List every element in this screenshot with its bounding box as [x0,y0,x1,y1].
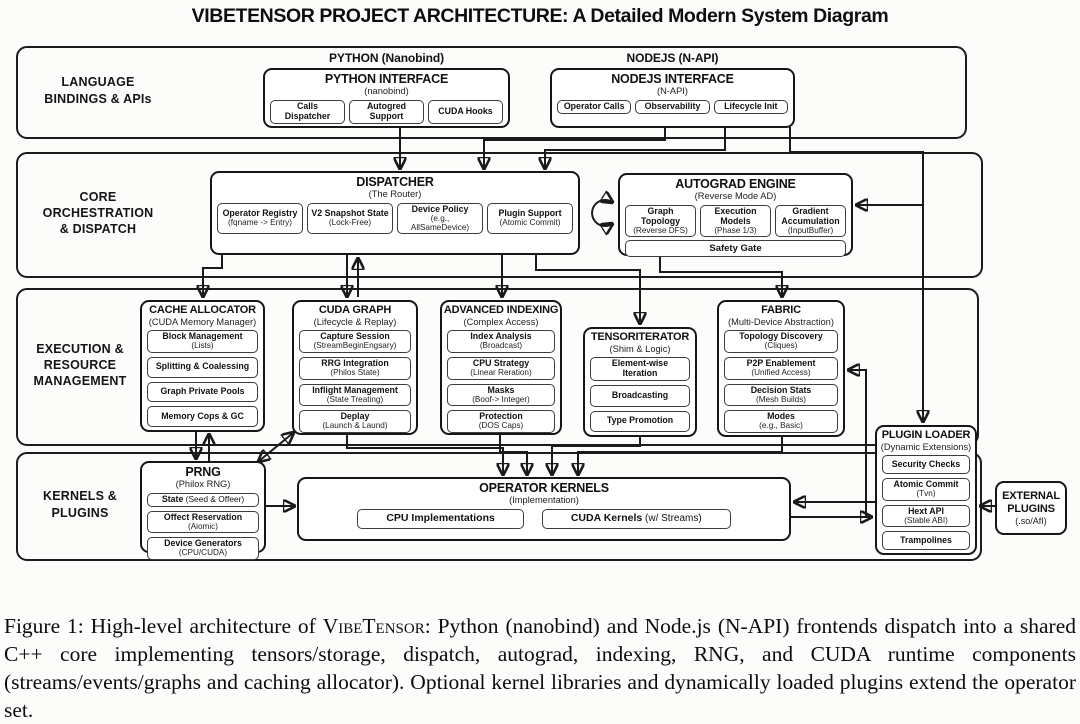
label-line: PLUGINS [20,505,140,521]
label-line: BINDINGS & APIs [28,91,168,107]
page-title: VIBETENSOR PROJECT ARCHITECTURE: A Detailed Modern System Diagram [0,5,1080,28]
chip-v2-snapshot-state: V2 Snapshot State (Lock-Free) [307,203,393,235]
chip-memory-cops-gc: Memory Cops & GC [147,406,258,427]
plugin-loader-chips [882,455,970,550]
nodejs-interface-chips [557,100,788,114]
chip-modes: Modes (e.g., Basic) [724,410,838,433]
prng-subtitle: (Philox RNG) [176,480,231,490]
cuda-graph-title: CUDA GRAPH [319,305,391,317]
chip-security-checks: Security Checks [882,455,970,474]
chip-autogred-support: Autogred Support [349,100,424,124]
nodejs-interface-title: NODEJS INTERFACE [611,73,734,86]
label-kernels-plugins [20,452,140,557]
dispatcher-subtitle: (The Router) [369,190,422,200]
chip-p2p-enablement: P2P Enablement (Unified Access) [724,357,838,380]
caption-segment: VibeTensor [323,614,425,638]
fabric-subtitle: (Multi-Device Abstraction) [728,318,834,328]
cache-allocator-title: CACHE ALLOCATOR [149,305,256,317]
prng-title: PRNG [185,466,220,479]
advanced-indexing-title: ADVANCED INDEXING [444,305,558,317]
label-line: ORCHESTRATION [28,205,168,221]
chip-cuda-kernels: CUDA Kernels (w/ Streams) [542,509,731,529]
chip-rrg-integration: RRG Integration (Philos State) [299,357,411,380]
cuda-graph-subtitle: (Lifecycle & Replay) [314,318,397,328]
cache-allocator-box [140,300,265,432]
chip-hext-api: Hext API (Stable ABI) [882,505,970,528]
advanced-indexing-subtitle: (Complex Access) [464,318,539,328]
tensoriterator-title: TENSORITERATOR [591,332,689,344]
chip-device-policy: Device Policy (e.g., AllSameDevice) [397,203,483,235]
operator-kernels-title: OPERATOR KERNELS [479,482,609,495]
chip-atomic-commit: Atomic Commit (Tvn) [882,478,970,501]
nodejs-interface-subtitle: (N-API) [657,87,688,97]
chip-offect-reservation: Offect Reservation (Aiomic) [147,511,259,534]
chip-block-management: Block Management (Lists) [147,330,258,353]
chip-lifecycle-init: Lifecycle Init [714,100,788,114]
chip-topology-discovery: Topology Discovery (Cliques) [724,330,838,353]
python-interface-chips [270,100,503,124]
chip-broadcasting: Broadcasting [590,385,690,407]
label-line: EXECUTION & [20,341,140,357]
label-line: RESOURCE [20,357,140,373]
autograd-chips [625,205,846,238]
cache-allocator-subtitle: (CUDA Memory Manager) [149,318,256,328]
autograd-title: AUTOGRAD ENGINE [675,178,795,191]
autograd-subtitle: (Reverse Mode AD) [695,192,777,202]
autograd-engine-box [618,173,853,256]
python-group-header: PYTHON (Nanobind) [263,51,510,65]
external-plugins-subtitle: (.so/AfI) [1015,516,1047,526]
caption-segment: : Python (nanobind) and Node.js (N-API) frontends dispatch into a shared C++ core implementing tensors/storage, dispatch, autograd, indexing, RNG, and CUDA runtime components (streams/events/graphs and caching allocator). Optional kernel libraries and dynamically loaded plugins extend the operator set. [4,614,1076,722]
label-line: CORE [28,189,168,205]
label-language-bindings [28,46,168,135]
operator-kernels-chips [304,509,784,529]
external-plugins-line2: PLUGINS [1007,503,1055,516]
chip-deplay: Deplay (Launch & Laund) [299,410,411,433]
external-plugins-line1: EXTERNAL [1002,490,1060,503]
dispatcher-chips [217,203,573,235]
tensoriterator-subtitle: (Shim & Logic) [610,345,671,355]
caption-segment: Figure 1: High-level architecture of [4,614,323,638]
chip-cuda-hooks: CUDA Hooks [428,100,503,124]
dispatcher-box [210,171,580,255]
chip-plugin-support: Plugin Support (Atomic Commit) [487,203,573,235]
chip-cpu-implementations: CPU Implementations [357,509,524,529]
chip-operator-registry: Operator Registry (fqname -> Entry) [217,203,303,235]
chip-masks: Masks (Boof-> Integer) [447,384,555,407]
chip-observability: Observability [635,100,709,114]
chip-cpu-strategy: CPU Strategy (Linear Reration) [447,357,555,380]
safety-gate-chip: Safety Gate [625,240,846,257]
label-line: & DISPATCH [28,221,168,237]
chip-graph-topology: Graph Topology (Reverse DFS) [625,205,696,238]
cuda-graph-chips [299,330,411,433]
advanced-indexing-box [440,300,562,435]
chip-decision-stats: Decision Stats (Mesh Builds) [724,384,838,407]
external-plugins-box [995,481,1067,535]
tensoriterator-box [583,327,697,437]
chip-element-wise-iteration: Element-wise Iteration [590,357,690,381]
chip-capture-session: Capture Session (StreamBeginEngsary) [299,330,411,353]
chip-operator-calls: Operator Calls [557,100,631,114]
prng-chips [147,493,259,560]
chip-index-analysis: Index Analysis (Broadcast) [447,330,555,353]
chip-graph-private-pools: Graph Private Pools [147,382,258,403]
prng-box [140,461,266,553]
cache-allocator-chips [147,330,258,427]
tensoriterator-chips [590,357,690,432]
plugin-loader-box [875,425,977,555]
chip-execution-models: Execution Models (Phase 1/3) [700,205,771,238]
chip-device-generators: Device Generators (CPU/CUDA) [147,537,259,560]
label-execution-resource [20,288,140,442]
cuda-graph-box [292,300,418,435]
label-line: LANGUAGE [28,74,168,90]
operator-kernels-box [297,477,791,541]
chip-inflight-management: Inflight Management (State Treating) [299,384,411,407]
operator-kernels-subtitle: (Implementation) [509,496,579,506]
python-interface-title: PYTHON INTERFACE [325,73,448,86]
fabric-chips [724,330,838,433]
chip-type-promotion: Type Promotion [590,411,690,433]
chip-calls-dispatcher: Calls Dispatcher [270,100,345,124]
label-line: MANAGEMENT [20,373,140,389]
chip-splitting-coalessing: Splitting & Coalessing [147,357,258,378]
plugin-loader-title: PLUGIN LOADER [882,430,970,442]
chip-state: State (Seed & Offeer) [147,493,259,507]
nodejs-group-header: NODEJS (N-API) [550,51,795,65]
advanced-indexing-chips [447,330,555,433]
python-interface-subtitle: (nanobind) [364,87,408,97]
plugin-loader-subtitle: (Dynamic Extensions) [881,443,971,453]
figure-caption [4,612,1076,724]
label-line: KERNELS & [20,488,140,504]
label-core-orchestration [28,152,168,274]
nodejs-interface-box [550,68,795,128]
chip-protection: Protection (DOS Caps) [447,410,555,433]
python-interface-box [263,68,510,128]
fabric-box [717,300,845,437]
chip-gradient-accumulation: Gradient Accumulation (InputBuffer) [775,205,846,238]
chip-trampolines: Trampolines [882,531,970,550]
fabric-title: FABRIC [761,305,801,317]
dispatcher-title: DISPATCHER [356,176,433,189]
